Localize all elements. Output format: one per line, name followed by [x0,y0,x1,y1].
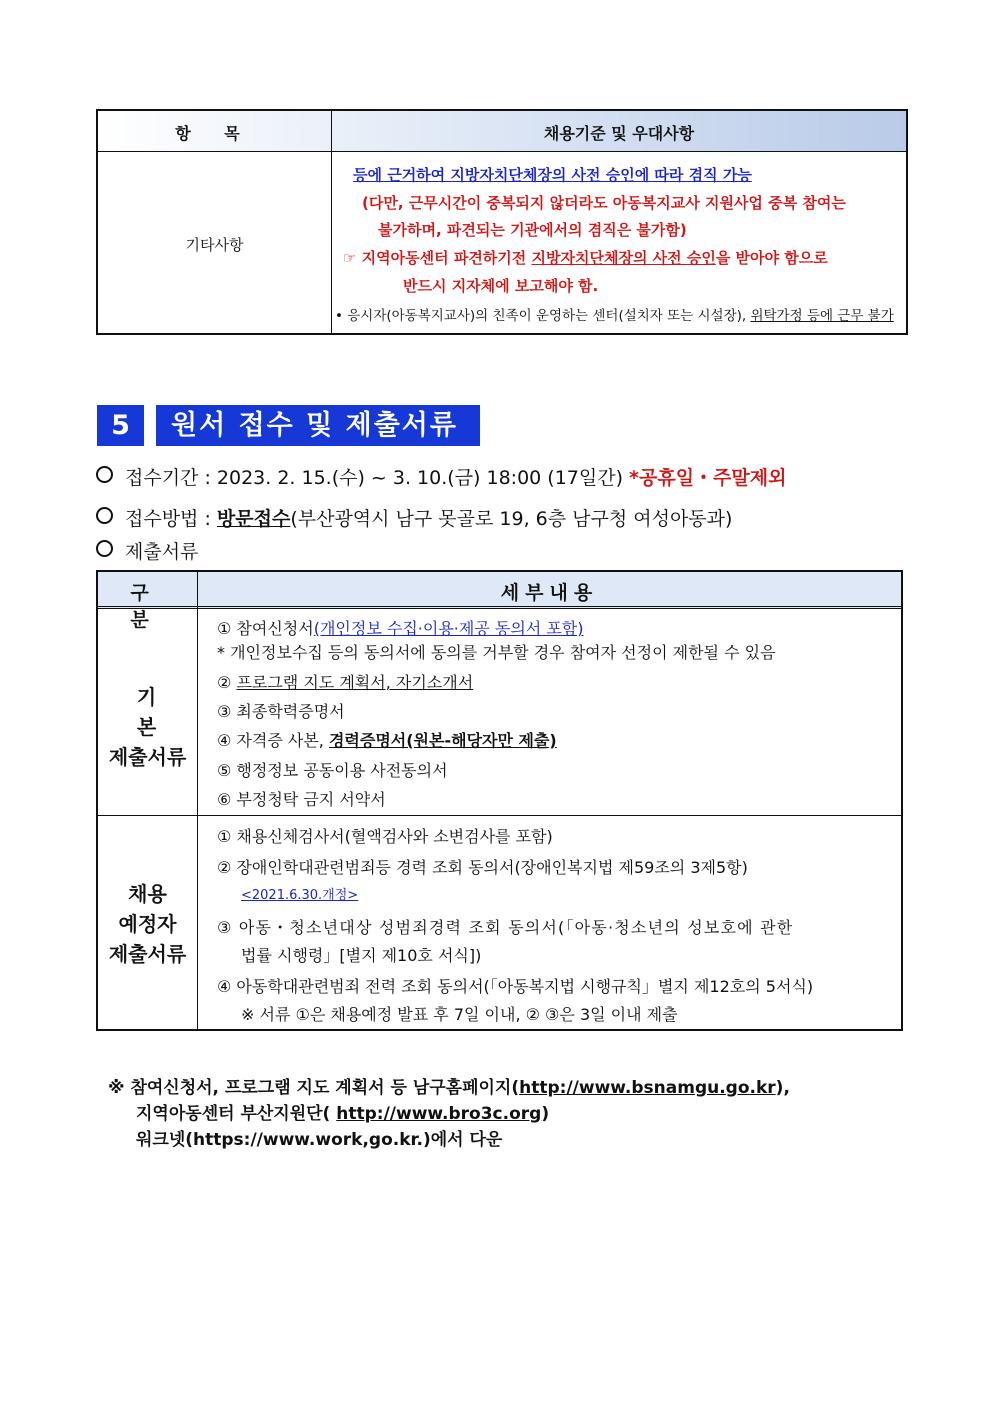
criteria-line-1: 등에 근거하여 지방자치단체장의 사전 승인에 따라 겸직 가능 [353,166,752,184]
criteria-line-4: ☞ 지역아동센터 파견하기전 지방자치단체장의 사전 승인을 받아야 함으로 [343,249,828,267]
eligibility-table [96,109,908,335]
circle-bullet-icon [96,466,113,483]
bullet-period: 접수기간 : 2023. 2. 15.(수) ~ 3. 10.(금) 18:00 (17일간) *공휴일・주말제외 [96,463,786,490]
section-title: 원서 접수 및 제출서류 [156,405,480,446]
bullet-method: 접수방법 : 방문접수(부산광역시 남구 못골로 19, 6층 남구청 여성아동과) [96,504,732,531]
row-label-misc: 기타사항 [185,236,244,254]
criteria-line-5: 반드시 지자체에 보고해야 함. [403,277,599,295]
criteria-line-3: 불가하며, 파견되는 기관에서의 겸직은 불가함) [378,221,687,239]
planned-item-2: ② 장애인학대관련범죄등 경력 조회 동의서(장애인복지법 제59조의 3제5항) [217,858,748,877]
basic-item-2: ② 프로그램 지도 계획서, 자기소개서 [217,673,474,692]
basic-item-3: ③ 최종학력증명서 [217,702,345,721]
basic-item-5: ⑤ 행정정보 공동이용 사전동의서 [217,761,448,780]
planned-item-3-cont: 법률 시행령」[별지 제10호 서식]) [241,946,482,965]
planned-item-4: ④ 아동학대관련범죄 전력 조회 동의서(「아동복지법 시행규칙」별지 제12호의 5서식) [217,977,814,996]
category-planned: 채용 예정자 제출서류 [108,882,187,966]
namgu-homepage-link[interactable]: http://www.bsnamgu.go.kr [519,1078,776,1098]
section-number: 5 [97,405,144,446]
footer-line-3: 워크넷(https://www.work,go.kr.)에서 다운 [136,1130,503,1150]
circle-bullet-icon [96,507,113,524]
circle-bullet-icon [96,540,113,557]
footer-line-1: ※ 참여신청서, 프로그램 지도 계획서 등 남구홈페이지(http://www.bsnamgu.go.kr), [108,1078,790,1098]
planned-note: ※ 서류 ①은 채용예정 발표 후 7일 이내, ② ③은 3일 이내 제출 [241,1005,678,1024]
bullet-docs: 제출서류 [96,537,198,564]
planned-item-1: ① 채용신체검사서(혈액검사와 소변검사를 포함) [217,827,553,846]
bro3c-link[interactable]: http://www.bro3c.org [336,1104,542,1124]
footer-line-2: 지역아동센터 부산지원단( http://www.bro3c.org) [136,1104,550,1124]
planned-item-2-amend: <2021.6.30.개정> [241,888,359,903]
basic-item-6: ⑥ 부정청탁 금지 서약서 [217,790,386,809]
basic-item-4: ④ 자격증 사본, 경력증명서(원본-해당자만 제출) [217,731,557,750]
header-item: 항 목 [175,124,254,143]
criteria-line-2: (다만, 근무시간이 중복되지 않더라도 아동복지교사 지원사업 중복 참여는 [362,194,846,212]
criteria-line-6: • 응시자(아동복지교사)의 친족이 운영하는 센터(설치자 또는 시설장), 위탁가정 등에 근무 불가 [335,308,894,324]
planned-item-3: ③ 아동・청소년대상 성범죄경력 조회 동의서(「아동·청소년의 성보호에 관한 [217,918,794,937]
documents-table [96,570,903,1031]
basic-item-1: ① 참여신청서(개인정보 수집·이용·제공 동의서 포함) [217,619,584,638]
header-criteria: 채용기준 및 우대사항 [543,124,695,143]
header-category: 구 분 [130,582,179,631]
basic-item-1-note: * 개인정보수집 등의 동의서에 동의를 거부할 경우 참여자 선정이 제한될 수 있음 [217,643,776,662]
category-basic: 기 본 제출서류 [108,685,187,769]
header-details: 세부내용 [500,582,599,604]
